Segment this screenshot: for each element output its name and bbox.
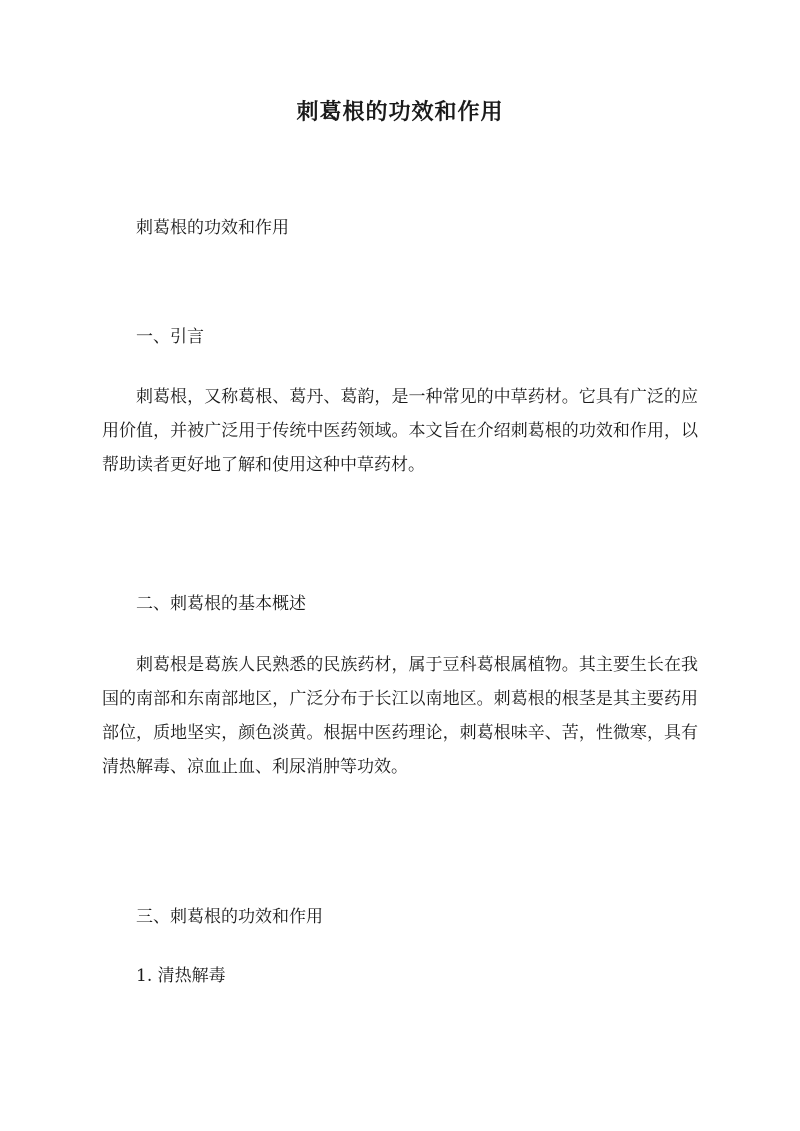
section-heading-intro: 一、引言 — [136, 327, 204, 347]
subsection-heading-detox: 1. 清热解毒 — [136, 966, 226, 986]
section-paragraph-intro: 刺葛根，又称葛根、葛丹、葛韵，是一种常见的中草药材。它具有广泛的应用价值，并被广泛用于传统中医药领域。本文旨在介绍刺葛根的功效和作用，以帮助读者更好地了解和使用这种中草药材。 — [102, 387, 698, 475]
section-heading-overview: 二、刺葛根的基本概述 — [136, 594, 306, 614]
section-paragraph-overview: 刺葛根是葛族人民熟悉的民族药材，属于豆科葛根属植物。其主要生长在我国的南部和东南部地区，广泛分布于长江以南地区。刺葛根的根茎是其主要药用部位，质地坚实，颜色淡黄。根据中医药理论，刺葛根味辛、苦，性微寒，具有清热解毒、凉血止血、利尿消肿等功效。 — [102, 655, 698, 777]
document-subtitle: 刺葛根的功效和作用 — [136, 218, 289, 238]
section-heading-efficacy: 三、刺葛根的功效和作用 — [136, 907, 323, 927]
page-title: 刺葛根的功效和作用 — [296, 99, 504, 125]
